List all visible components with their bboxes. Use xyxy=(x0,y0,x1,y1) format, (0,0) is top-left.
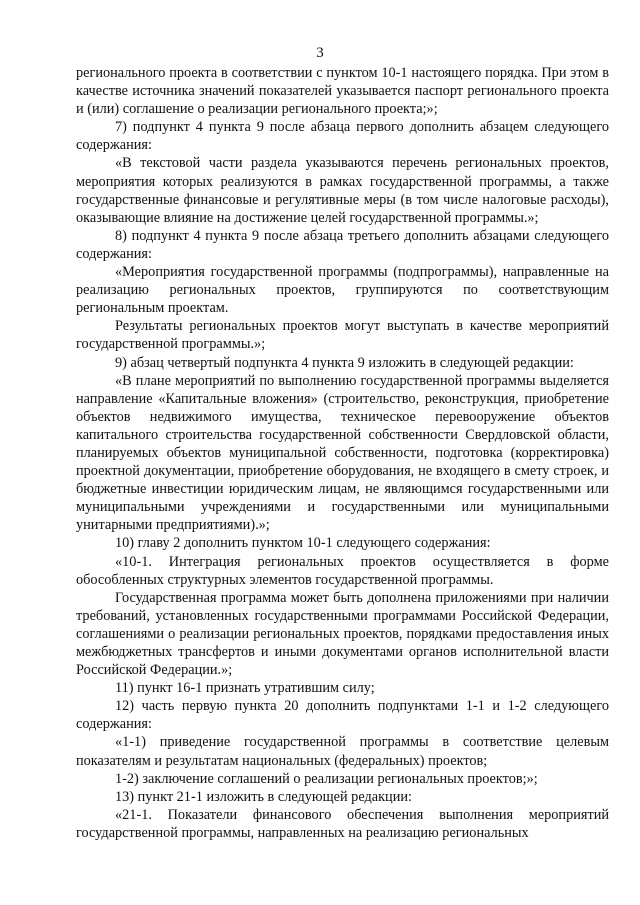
paragraph: «10-1. Интеграция региональных проектов осуществляется в форме обособленных структурных элементов государственной программы. xyxy=(76,553,609,588)
paragraph: 10) главу 2 дополнить пунктом 10-1 следующего содержания: xyxy=(115,535,491,552)
document-body xyxy=(76,64,609,842)
paragraph: 13) пункт 21-1 изложить в следующей редакции: xyxy=(115,788,412,805)
paragraph: «В плане мероприятий по выполнению государственной программы выделяется направление «Капитальные вложения» (строительство, реконструкция, приобретение объектов недвижимого имущества, техническое перевооружение объектов капитального строительства государственной собственности Свердловской области, планируемых объектов муниципальной собственности, подготовка (корректировка) проектной документации, приобретение оборудования, не входящего в смету строек, и бюджетные инвестиции юридическим лицам, не являющимся государственными или муниципальными учреждениями и государственными или муниципальными унитарными предприятиями).»; xyxy=(76,372,609,534)
paragraph: «Мероприятия государственной программы (подпрограммы), направленные на реализацию региональных проектов, группируются по соответствующим региональным проектам. xyxy=(76,264,609,317)
paragraph: 8) подпункт 4 пункта 9 после абзаца третьего дополнить абзацами следующего содержания: xyxy=(76,227,609,262)
paragraph: 9) абзац четвертый подпункта 4 пункта 9 изложить в следующей редакции: xyxy=(115,354,574,371)
paragraph: регионального проекта в соответствии с пунктом 10-1 настоящего порядка. При этом в качестве источника значений показателей указывается паспорт регионального проекта и (или) соглашение о реализации регионального проекта;»; xyxy=(76,65,609,118)
page-number: 3 xyxy=(316,45,324,61)
paragraph: Государственная программа может быть дополнена приложениями при наличии требований, установленных государственными программами Российской Федерации, соглашениями о реализации региональных проектов, порядками предоставления иных межбюджетных трансфертов и иными документами органов исполнительной власти Российской Федерации.»; xyxy=(76,589,609,679)
paragraph: «В текстовой части раздела указываются перечень региональных проектов, мероприятия которых реализуются в рамках государственной программы, а также государственные финансовые и регулятивные меры (в том числе налоговые расходы), оказывающие влияние на достижение целей государственной программы.»; xyxy=(76,155,609,226)
paragraph: Результаты региональных проектов могут выступать в качестве мероприятий государственной программы.»; xyxy=(76,318,609,353)
paragraph: 11) пункт 16-1 признать утратившим силу; xyxy=(115,680,375,697)
paragraph: 12) часть первую пункта 20 дополнить подпунктами 1-1 и 1-2 следующего содержания: xyxy=(76,698,609,733)
paragraph: 7) подпункт 4 пункта 9 после абзаца первого дополнить абзацем следующего содержания: xyxy=(76,119,609,154)
paragraph: 1-2) заключение соглашений о реализации региональных проектов;»; xyxy=(115,770,538,787)
paragraph: «21-1. Показатели финансового обеспечения выполнения мероприятий государственной программы, направленных на реализацию региональных xyxy=(76,806,609,841)
paragraph: «1-1) приведение государственной программы в соответствие целевым показателям и результатам национальных (федеральных) проектов; xyxy=(76,734,609,769)
